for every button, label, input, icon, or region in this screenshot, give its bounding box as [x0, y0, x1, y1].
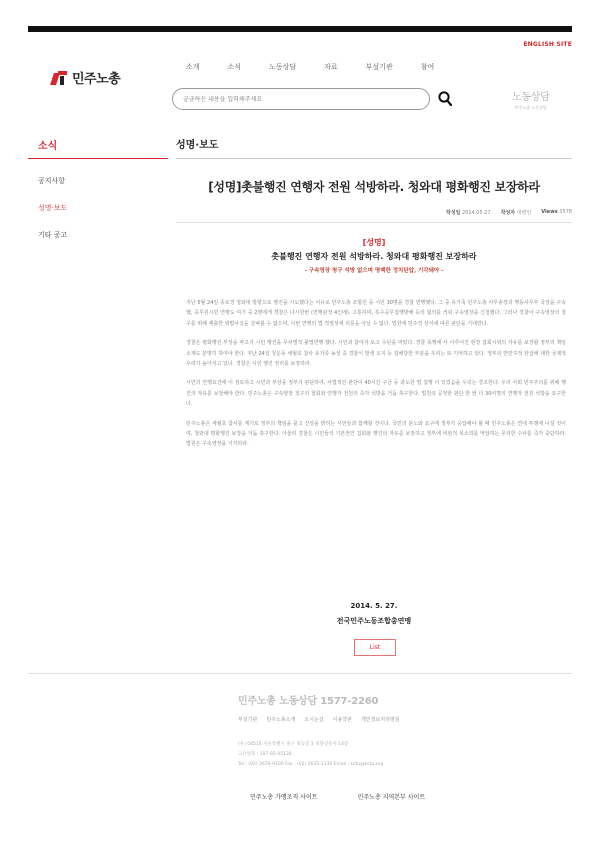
- nav-item-participate[interactable]: 참여: [420, 63, 435, 71]
- english-site-link[interactable]: ENGLISH SITE: [523, 41, 572, 48]
- article-tag: [성명]: [362, 238, 386, 247]
- footer-link-terms[interactable]: 이용약관: [332, 717, 352, 723]
- footer-registration-line: 고유번호 : 107-82-05130: [238, 752, 292, 757]
- counsel-banner[interactable]: [512, 88, 549, 111]
- nav-item-resources[interactable]: 자료: [324, 63, 338, 71]
- nav-item-counsel[interactable]: 노동상담: [269, 63, 297, 71]
- list-button[interactable]: List: [354, 639, 396, 656]
- article-paragraph: 민주노총은 세월호 참사를 계기로 정부의 책임을 묻고 진상을 밝히는 시민들과 함께할 것이다. 국민의 분노와 요구에 정부가 응답해야 할 때 민주노총은 연대 투쟁에 나설 것이며, 청와대 평화행진 보장을 거듭 촉구한다. 아울러 경찰은 시민들의 기본권인 집회와 행진의 자유를 보장하고 정부에 비판적 목소리를 억압하는 무리한 수사를 즉각 중단하라. 법원은 구속영장을 기각하라.: [186, 420, 566, 448]
- sidebar-title: 소식: [38, 141, 58, 152]
- family-sites: [250, 792, 425, 801]
- footer-links: [238, 716, 400, 723]
- footer-address-line: (우) 04518 서울특별시 중구 정동길 3 경향신문사 14층: [238, 742, 349, 747]
- article-meta: [446, 209, 572, 216]
- top-bar: [28, 26, 572, 32]
- article-paragraph: 시민의 연행요건에 이 검토하고 시민과 부상을 정부가 판단하여, 사법적인 판단이 40시간 구금 등 과도한 법 집행 이 있었음을 우리는 강조한다. 우리 사회 민주주의를 위해 행진의 자유를 보장해야 한다. 민주노총은 구속영장 청구의 철회와 연행자 전원의 즉각 석방을 거듭 촉구한다. 법원의 공정한 판단 한 번 더 30여명의 연행자 전원 석방을 요구한다.: [186, 380, 566, 408]
- footer-address: [238, 740, 383, 770]
- family-site-affiliates-link[interactable]: 민주노총 가맹조직 사이트: [250, 794, 318, 801]
- page-title: 성명·보도: [176, 140, 219, 151]
- counsel-title: 노동상담: [512, 92, 550, 103]
- kctu-logo-icon: [52, 71, 68, 85]
- meta-views: Views 3578: [541, 209, 572, 215]
- article-body: [186, 298, 566, 459]
- family-site-regional-link[interactable]: 민주노총 지역본부 사이트: [357, 794, 426, 801]
- footer-contact-line: Tel : (02) 2670-9100 Fax : (02) 2635-1134 Email : kctu@kctu.org: [238, 762, 384, 767]
- sidebar-menu: [38, 176, 67, 257]
- footer-link-privacy[interactable]: 개인정보처리방침: [360, 717, 400, 723]
- article-title: [성명]촛불행진 연행자 전원 석방하라. 청와대 평화행진 보장하라: [208, 180, 540, 194]
- search-box: [172, 88, 430, 110]
- article-paragraph: 경찰은 평화행진 부상을 막고자 시민 행진을 무차별적 불법연행 했다. 시민과 참여자 보고 수단을 막았다. 경찰 폭행에 사 이루어진 현장 집회시위의 자유를 보장할 정부의 책임 소재도 분명히 하여야 한다. 지난 24일 청운동 세월호 참사 유가족 농성 중 경찰이 발생 오지 등 침해당한 부분을 우리는 또 기억하고 있다. 정부의 반민주적 탄압에 대한 국제적 우려가 높아지고 있다. 경찰은 시민 행진 권리를 보장하라.: [186, 340, 566, 368]
- site-logo[interactable]: [52, 68, 120, 87]
- footer-link-about[interactable]: 민주노총소개: [266, 717, 296, 723]
- nav-item-affiliates[interactable]: 부설기관: [365, 63, 393, 71]
- logo-text: 민주노총: [72, 72, 121, 87]
- article-subheading: - 구속영장 청구 석방 없으며 명백한 정치탄압, 기각돼야 -: [304, 268, 444, 274]
- meta-divider: [176, 222, 572, 223]
- footer-link-affiliates[interactable]: 부설기관: [238, 717, 258, 723]
- footer-link-directions[interactable]: 오시는길: [304, 717, 324, 723]
- sidebar-item-other-notices[interactable]: 기타 공고: [38, 231, 68, 239]
- nav-item-news[interactable]: 소식: [227, 63, 242, 71]
- counsel-subtitle: 민주노총 노동상담: [514, 105, 547, 110]
- page-title-divider: [176, 158, 572, 159]
- main-nav: [186, 62, 434, 72]
- signature-date: 2014. 5. 27.: [350, 602, 398, 610]
- meta-date: 작성일 2014.05.27: [445, 210, 491, 216]
- sidebar-item-statements[interactable]: 성명·보도: [38, 204, 68, 212]
- sidebar-item-notices[interactable]: 공지사항: [38, 177, 66, 185]
- signature-organization: 전국민주노동조합총연맹: [336, 617, 412, 625]
- search-icon[interactable]: [438, 91, 452, 107]
- footer-divider: [28, 673, 572, 674]
- footer-counsel-tel: 민주노총 노동상담 1577-2260: [238, 696, 379, 707]
- article-subtitle: 촛불행진 연행자 전원 석방하라. 청와대 평화행진 보장하라: [271, 252, 477, 261]
- sidebar-divider: [28, 158, 168, 159]
- nav-item-about[interactable]: 소개: [186, 63, 200, 71]
- meta-author: 작성자 대변인: [500, 210, 532, 216]
- article-paragraph: 지난 5월 24일 종로경 청와대 방향으로 행진을 시도했다는 이유로 민주노총 조합원 등 시민 30명을 경찰 연행했다. 그 중 유가족 민주노총 사무총장과 행동사무부 국장을 구속했, 공무원시민 연행도 여기 중 2명에게 경찰은 다시한번 (연행판정 4인에). 고통하며, 특수공무집행방해 등의 혐의를 씌워 구속영장을 신청했다. 그러나 경찰이 구속영장의 청구를 위해 제출한 위법사실을 살펴볼 수 없으며, 이번 연행의 법 적절성에 의문을 아닐 수 없다. 법원에 민주적 상식에 따른 판단을 기대한다.: [186, 300, 566, 327]
- search-input[interactable]: [183, 96, 429, 103]
